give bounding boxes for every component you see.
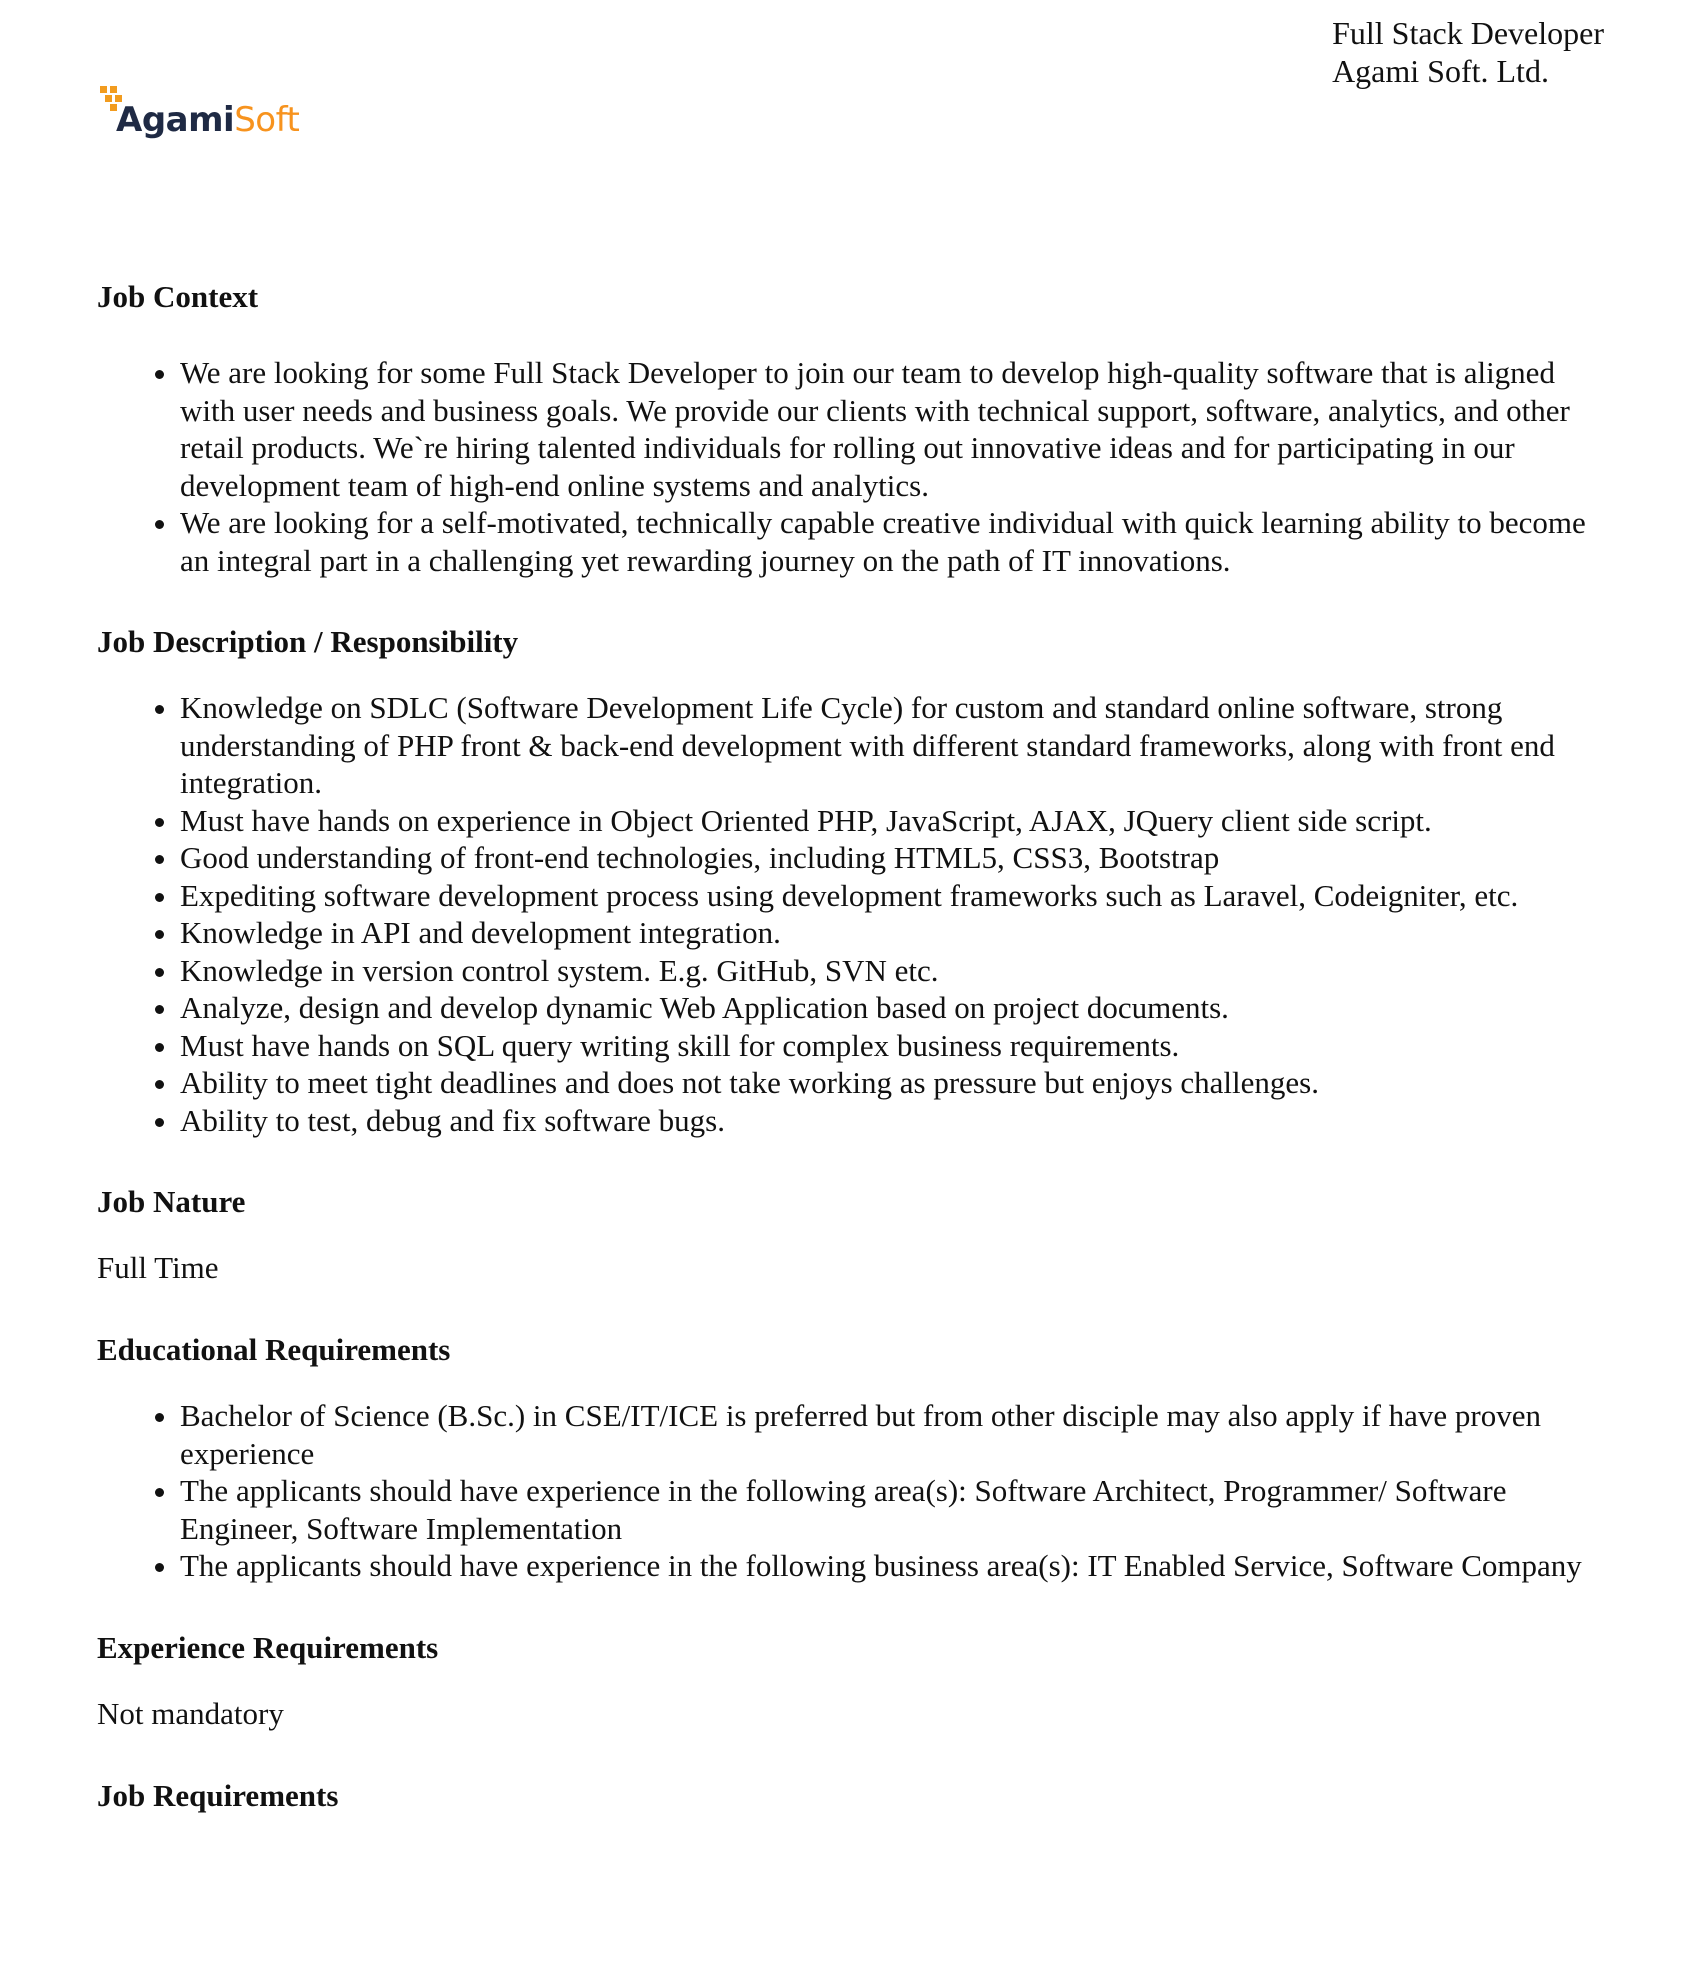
- list-item: • Ability to test, debug and fix software bugs.: [180, 1102, 1612, 1140]
- logo-soft: Soft: [234, 100, 300, 140]
- logo-agami: Agami: [116, 100, 235, 140]
- list-item: • Good understanding of front-end technologies, including HTML5, CSS3, Bootstrap: [180, 839, 1612, 877]
- document-header: [1332, 14, 1604, 90]
- list-item: • Bachelor of Science (B.Sc.) in CSE/IT/ICE is preferred but from other disciple may also apply if have proven experience: [180, 1397, 1612, 1472]
- list-item: • We are looking for a self-motivated, technically capable creative individual with quick learning ability to become an integral part in a challenging yet rewarding journey on the path of IT innovations.: [180, 504, 1612, 579]
- list-item: • We are looking for some Full Stack Developer to join our team to develop high-quality software that is aligned with user needs and business goals. We provide our clients with technical support, software, analytics, and other retail products. We`re hiring talented individuals for rolling out innovative ideas and for participating in our development team of high-end online systems and analytics.: [180, 354, 1612, 504]
- document-body: [97, 270, 1612, 1815]
- section-heading-job-nature: Job Nature: [97, 1184, 246, 1219]
- list-item: • The applicants should have experience in the following area(s): Software Architect, Programmer/ Software Engineer, Software Implementation: [180, 1472, 1612, 1547]
- list-item: • Ability to meet tight deadlines and does not take working as pressure but enjoys challenges.: [180, 1064, 1612, 1102]
- list-item: • Analyze, design and develop dynamic Web Application based on project documents.: [180, 989, 1612, 1027]
- job-title: Full Stack Developer: [1332, 15, 1604, 51]
- logo-wordmark: [116, 100, 299, 140]
- list-item: • Expediting software development process using development frameworks such as Laravel, Codeigniter, etc.: [180, 877, 1612, 915]
- list-item: • The applicants should have experience in the following business area(s): IT Enabled Service, Software Company: [180, 1547, 1612, 1585]
- section-heading-job-requirements: Job Requirements: [97, 1777, 339, 1813]
- company-name: Agami Soft. Ltd.: [1332, 53, 1549, 89]
- list-item: • Knowledge in version control system. E.g. GitHub, SVN etc.: [180, 952, 1612, 990]
- section-heading-job-context: Job Context: [97, 279, 259, 314]
- list-item: • Knowledge in API and development integration.: [180, 914, 1612, 952]
- list-item: • Must have hands on experience in Object Oriented PHP, JavaScript, AJAX, JQuery client side script.: [180, 802, 1612, 840]
- experience-requirements-value: Not mandatory: [97, 1695, 284, 1731]
- company-logo: [100, 86, 320, 146]
- job-nature-value: Full Time: [97, 1250, 219, 1285]
- list-item: • Must have hands on SQL query writing skill for complex business requirements.: [180, 1027, 1612, 1065]
- section-heading-job-description: Job Description / Responsibility: [97, 624, 519, 659]
- job-context-list: [97, 354, 1612, 579]
- list-item: • Knowledge on SDLC (Software Development Life Cycle) for custom and standard online software, strong understanding of PHP front & back-end development with different standard frameworks, along with front end integration.: [180, 689, 1612, 802]
- section-heading-experience-requirements: Experience Requirements: [97, 1629, 439, 1665]
- job-description-list: [97, 689, 1612, 1139]
- educational-requirements-list: [97, 1397, 1612, 1585]
- section-heading-educational-requirements: Educational Requirements: [97, 1332, 451, 1367]
